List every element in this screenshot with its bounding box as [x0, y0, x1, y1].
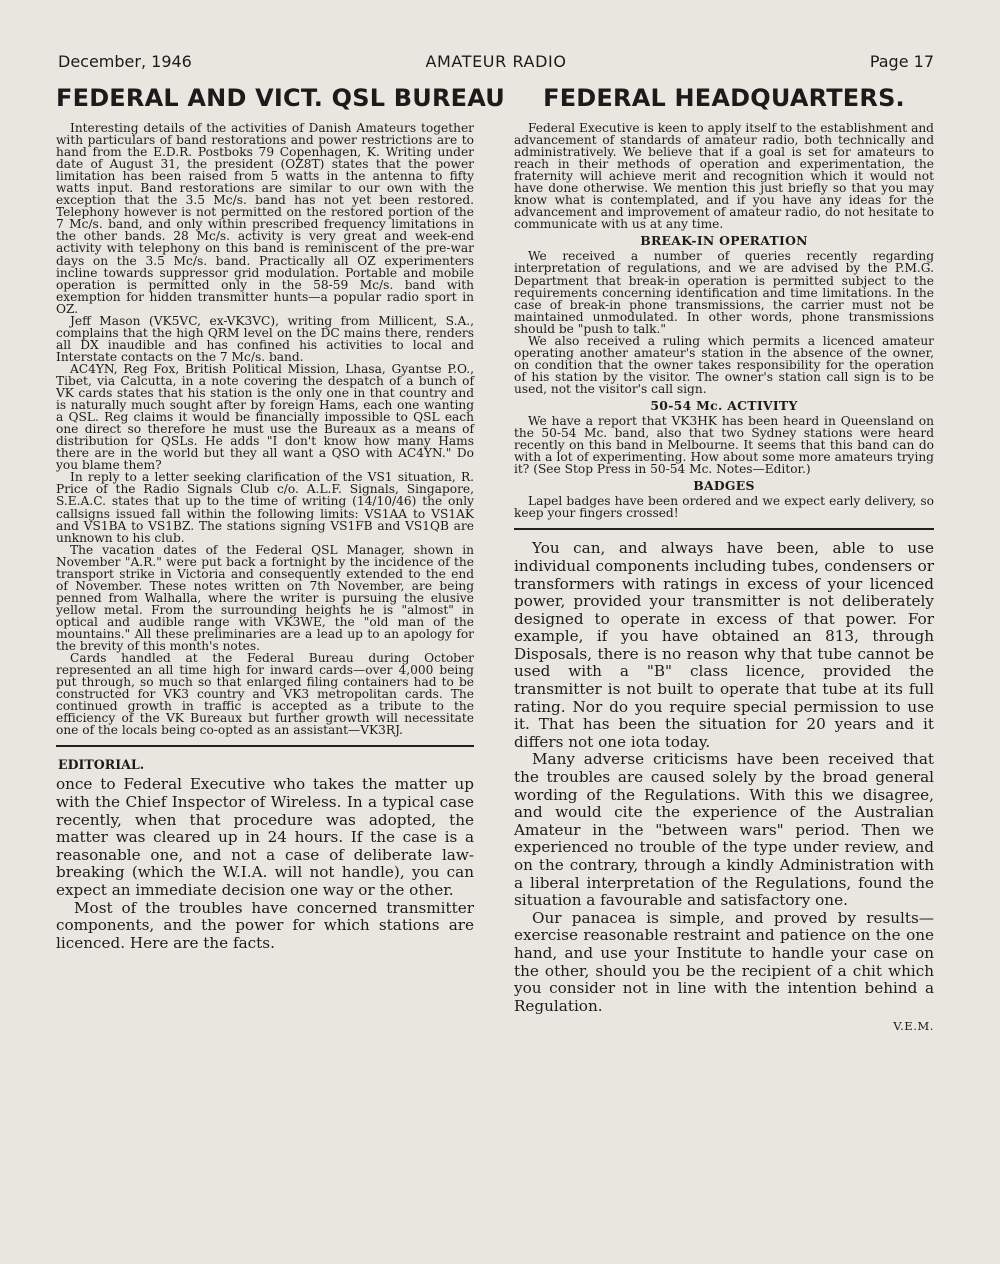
editorial-continued: [56, 776, 474, 952]
activity-heading: 50-54 Mc. ACTIVITY: [650, 397, 798, 413]
left-column: [56, 84, 505, 952]
article-paragraph: Jeff Mason (VK5VC, ex-VK3VC), writing from Millicent, S.A., complains that the high QRM level on the DC mains there, renders all DX inaudible and has confined his activities to local and Interstate contacts on the 7 Mc/s. band.: [56, 313, 474, 364]
qsl-bureau-title: FEDERAL AND VICT. QSL BUREAU: [56, 84, 505, 112]
federal-hq-article: [514, 122, 934, 519]
right-column: [514, 84, 934, 1033]
page-number: Page 17: [869, 52, 934, 71]
running-head: [58, 52, 934, 76]
author-signature: V.E.M.: [893, 1019, 934, 1034]
article-paragraph: The vacation dates of the Federal QSL Manager, shown in November "A.R." were put back a fortnight by the incidence of the transport strike in Victoria and consequently extended to the end of November. These notes written on 7th November, are being penned from Walhalla, where the writer is pursuing the elusive yellow metal. From the surrounding heights he is "almost" in optical and audible range with VK3WE, the "old man of the mountains." All these preliminaries are a lead up to an apology for the brevity of this month's notes.: [56, 542, 474, 654]
break-in-heading: BREAK-IN OPERATION: [640, 233, 808, 249]
qsl-bureau-article: [56, 122, 474, 736]
editorial-label: EDITORIAL.: [58, 757, 145, 773]
editorial-paragraph: Most of the troubles have concerned transmitter components, and the power for which stations are licenced. Here are the facts.: [56, 898, 474, 952]
issue-date: December, 1946: [58, 52, 192, 71]
federal-hq-title: FEDERAL HEADQUARTERS.: [543, 84, 905, 112]
article-paragraph: Lapel badges have been ordered and we expect early delivery, so keep your fingers crossed!: [514, 494, 934, 521]
article-paragraph: Cards handled at the Federal Bureau during October represented an all time high for inward cards—over 4,000 being put through, so much so that enlarged filing containers had to be constructed for VK3 country and VK3 metropolitan cards. The continued growth in traffic is accepted as a tribute to the efficiency of the VK Bureaux but further growth will necessitate one of the locals being co-opted as an assistant—VK3RJ.: [56, 651, 474, 738]
section-divider: [514, 528, 934, 530]
editorial-paragraph: Many adverse criticisms have been received that the troubles are caused solely by the broad general wording of the Regulations. With this we disagree, and would cite the experience of the Australian Amateur in the "between wars" period. Then we experienced no trouble of the type under review, and on the contrary, through a kindly Administration with a liberal interpretation of the Regulations, found the situation a favourable and satisfactory one.: [514, 750, 934, 910]
article-paragraph: We received a number of queries recently regarding interpretation of regulations, and we are advised by the P.M.G. Department that break-in operation is permitted subject to the requirements concerning identification and time limitations. In the case of break-in phone transmissions, the carrier must not be maintained unmodulated. In other words, phone transmissions should be "push to talk.": [514, 249, 934, 336]
editorial-paragraph: You can, and always have been, able to use individual components including tubes, condensers or transformers with ratings in excess of your licenced power, provided your transmitter is not deliberately designed to operate in excess of that power. For example, if you have obtained an 813, through Disposals, there is no reason why that tube cannot be used with a "B" class licence, provided the transmitter is not built to operate that tube at its full rating. Nor do you require special permission to use it. That has been the situation for 20 years and it differs not one iota today.: [514, 539, 934, 751]
article-paragraph: We also received a ruling which permits a licenced amateur operating another amateur's station in the absence of the owner, on condition that the owner takes responsibility for the operation of his station by the visitor. The owner's station call sign is to be used, not the visitor's call sign.: [514, 333, 934, 396]
editorial-paragraph: Our panacea is simple, and proved by results—exercise reasonable restraint and patience on the one hand, and use your Institute to handle your case on the other, should you be the recipient of a chit which you consider not in line with the intention behind a Regulation.: [514, 908, 934, 1015]
article-paragraph: Federal Executive is keen to apply itself to the establishment and advancement of standards of amateur radio, both technically and administratively. We believe that if a goal is set for amateurs to reach in their methods of operation and experimentation, the fraternity will achieve merit and recognition which it would not have done otherwise. We mention this just briefly so that you may know what is contemplated, and if you have any ideas for the advancement and improvement of amateur radio, do not hesitate to communicate with us at any time.: [514, 121, 934, 232]
article-paragraph: Interesting details of the activities of Danish Amateurs together with particulars of band restorations and power restrictions are to hand from the E.D.R. Postboks 79 Copenhagen, K. Writing under date of August 31, the president (OZ8T) states that the power limitation has been raised from 5 watts in the antenna to fifty watts input. Band restorations are similar to our own with the exception that the 3.5 Mc/s. band has not yet been restored. Telephony however is not permitted on the restored portion of the 7 Mc/s. band, and only within prescribed frequency limitations in the other bands. 28 Mc/s. activity is very great and week-end activity with telephony on this band is reminiscent of the pre-war days on the 3.5 Mc/s. band. Practically all OZ experimenters incline towards suppressor grid modulation. Portable and mobile operation is permitted only in the 58-59 Mc/s. band with exemption for hidden transmitter hunts—a popular radio sport in OZ.: [56, 121, 474, 316]
section-divider: [56, 745, 474, 747]
editorial-body: [514, 540, 934, 1015]
article-paragraph: We have a report that VK3HK has been heard in Queensland on the 50-54 Mc. band, also that two Sydney stations were heard recently on this band in Melbourne. It seems that this band can do with a lot of experimenting. How about some more amateurs trying it? (See Stop Press in 50-54 Mc. Notes—Editor.): [514, 413, 934, 477]
article-paragraph: AC4YN, Reg Fox, British Political Mission, Lhasa, Gyantse P.O., Tibet, via Calcutta, in a note covering the despatch of a bunch of VK cards states that his station is the only one in that country and is naturally much sought after by foreign Hams, each one wanting a QSL. Reg claims it would be financially impossible to QSL each one direct so therefore he must use the Bureaux as a means of distribution for QSLs. He adds "I don't know how many Hams there are in the world but they all want a QSO with AC4YN." Do you blame them?: [56, 361, 474, 473]
article-paragraph: In reply to a letter seeking clarification of the VS1 situation, R. Price of the Radio Signals Club c/o. A.L.F. Signals, Singapore, S.E.A.C. states that up to the time of writing (14/10/46) the only callsigns issued fall within the following limits: VS1AA to VS1AK and VS1BA to VS1BZ. The stations signing VS1FB and VS1QB are unknown to his club.: [56, 470, 474, 545]
editorial-paragraph: once to Federal Executive who takes the matter up with the Chief Inspector of Wireless. In a typical case recently, when that procedure was adopted, the matter was cleared up in 24 hours. If the case is a reasonable one, and not a case of deliberate law-breaking (which the W.I.A. will not handle), you can expect an immediate decision one way or the other.: [56, 775, 474, 899]
magazine-name: AMATEUR RADIO: [425, 52, 567, 71]
badges-heading: BADGES: [693, 478, 755, 494]
